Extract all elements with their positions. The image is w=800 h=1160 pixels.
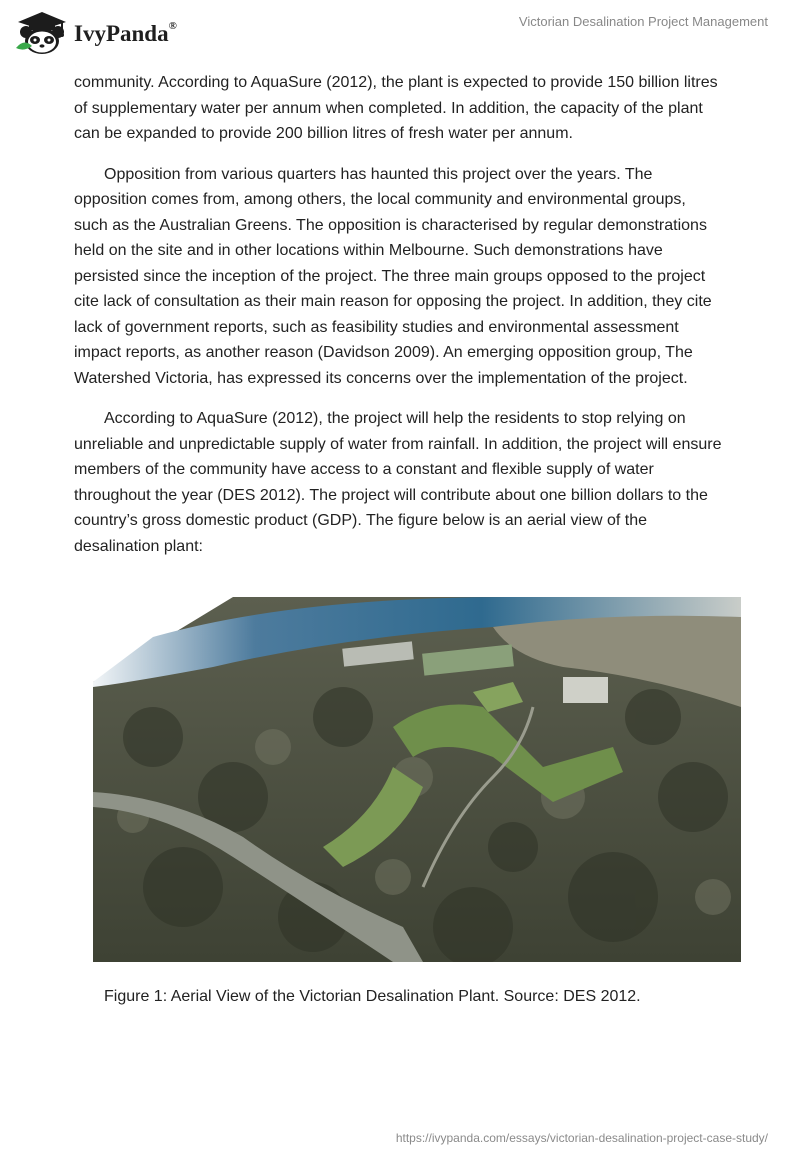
paragraph-2: Opposition from various quarters has haunted this project over the years. The opposition comes from, among others, the local community and environmental groups, such as the Australian Greens. The opposition is characterised by regular demonstrations held on the site and in other locations within Melbourne. Such demonstrations have persisted since the inception of the project. The three main groups opposed to the project cite lack of consultation as their main reason for opposing the project. In addition, they cite lack of government reports, such as feasibility studies and environmental assessment impact reports, as another reason (Davidson 2009). An emerging opposition group, The Watershed Victoria, has expressed its concerns over the implementation of the project. [74, 165, 712, 387]
registered-mark: ® [168, 20, 177, 33]
page-header [0, 0, 800, 70]
document-title: Victorian Desalination Project Management [518, 14, 768, 29]
figure-caption: Figure 1: Aerial View of the Victorian Desalination Plant. Source: DES 2012. [104, 988, 641, 1005]
paragraph-1: community. According to AquaSure (2012), the plant is expected to provide 150 billion litres of supplementary water per annum when completed. In addition, the capacity of the plant can be expanded to provide 200 billion litres of fresh water per annum. [74, 74, 718, 142]
essay-body [74, 70, 724, 574]
source-url[interactable]: https://ivypanda.com/essays/victorian-desalination-project-case-study/ [395, 1131, 768, 1145]
aerial-view-image [93, 597, 741, 962]
panda-graduate-icon [14, 8, 70, 56]
logo-wordmark: IvyPanda® [74, 20, 177, 46]
aerial-photo-illustration [93, 597, 741, 962]
paragraph-3: According to AquaSure (2012), the project will help the residents to stop relying on unreliable and unpredictable supply of water from rainfall. In addition, the project will ensure members of the community have access to a constant and flexible supply of water throughout the year (DES 2012). The project will contribute about one billion dollars to the country’s gross domestic product (GDP). The figure below is an aerial view of the desalination plant: [74, 410, 722, 555]
ivypanda-logo[interactable] [14, 8, 177, 56]
